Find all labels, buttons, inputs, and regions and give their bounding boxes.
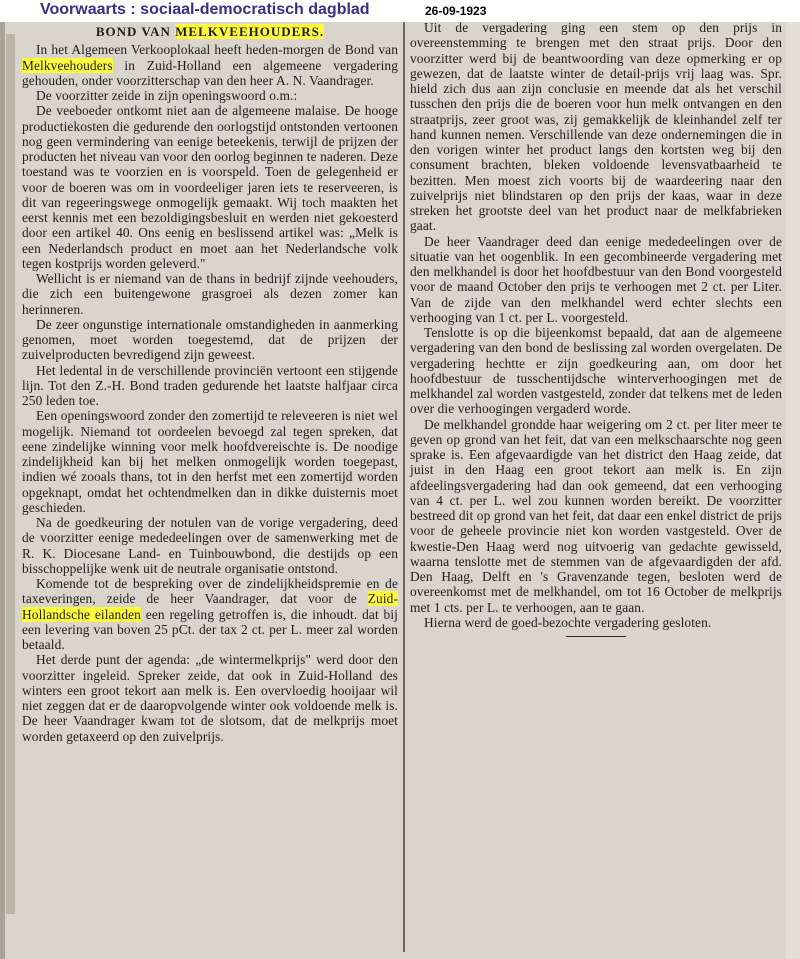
page-header: [0, 0, 800, 22]
paragraph: Uit de vergadering ging een stem op den prijs in overeenstemming te brengen met den straat prijs. Door den voorzitter werd bij de beantwoording van deze opmerking er op gewezen, dat de laatste winter de detail-prijs vrij laag was. Spr. hield zich dus aan zijn conclusie en meende dat als het verschil tusschen den prijs die de boeren voor hun melk ontvangen en den straatprijs, zeer groot was, zij gemakkelijk de kleinhandel zelf ter hand kunnen nemen. Verschillende van deze ondernemingen die in den vorigen winter het product langs den kortsten weg bij den consument brachten, bleken voldoende levensvatbaarheid te bezitten. Men moest zich voorts bij de waardeering naar den zuivelprijs niet blindstaren op den prijs der kaas, waar in deze streken het grootste deel van het product naar de melkfabrieken gaat.: [410, 22, 782, 234]
paragraph: De melkhandel grondde haar weigering om 2 ct. per liter meer te geven op grond van het feit, dat van een melkschaarschte nog geen sprake is. Een afgevaardigde van het district den Haag zeide, dat juist in den Haag een groot tekort aan melk is. En zijn afdeelingsvergadering had dan ook gemeend, dat een verhooging van 4 ct. per L. wel zou kunnen worden bereikt. De voorzitter bestreed dit op grond van het feit, dat daar een enkel district de prijs voor de geheele provincie niet kon worden vastgesteld. Over de kwestie-Den Haag werd nog uitvoerig van gedachte gewisseld, waarna tenslotte met de stemmen van de afgevaardigden der afd. Den Haag, Delft en 's Gravenzande tegen, besloten werd de overeenkomst met de melkhandel, om tot 16 October de melkprijs met 1 cts. per L. te verhoogen, aan te gaan.: [410, 416, 782, 615]
newspaper-title: Voorwaarts : sociaal-democratisch dagblad: [40, 1, 370, 18]
paragraph: De voorzitter zeide in zijn openingswoord o.m.:: [36, 88, 298, 103]
paragraph-intro: [22, 42, 398, 88]
headline-prefix: BOND VAN: [95, 24, 176, 39]
paper-edge-shadow: [0, 22, 5, 959]
article-end-rule: [566, 636, 626, 637]
paragraph: Tenslotte is op die bijeenkomst bepaald, dat aan de algemeene vergadering van den bond de beslissing zal worden overgelaten. De vergadering hechtte er zijn goedkeuring aan, om door het hoofdbestuur de tusschentijdsche winterverhoogingen met de melkhandel zal worden vastgesteld, zonder dat telkens met de leden over die verhoogingen vergaderd worde.: [410, 325, 782, 417]
paper-right-margin: [786, 22, 800, 959]
column-divider: [403, 22, 405, 952]
paragraph-eilanden: [22, 576, 398, 652]
paragraph: Het derde punt der agenda: „de wintermelkprijs" werd door den voorzitter ingeleid. Spreker zeide, dat ook in Zuid-Holland des winters een groot tekort aan melk is. Een overvloedig hooijaar wil niet zeggen dat er de daaropvolgende winter ook voldoende melk is. De heer Vaandrager kwam tot de slotsom, dat de melkprijs moet worden getaxeerd op den zuivelprijs.: [22, 652, 398, 744]
paragraph-text: Komende tot de bespreking over de zindelijkheidspremie en de taxeveringen, zeide de heer Vaandrager, dat voor de: [22, 576, 398, 607]
article-headline: [22, 24, 398, 39]
article-column-right: [410, 22, 782, 637]
paragraph-text: een regeling getroffen is, die inhoudt. dat bij een levering van boven 25 pCt. der tax 2 ct. per L. meer zal worden betaald.: [22, 606, 398, 652]
previous-column-remnant: [6, 34, 15, 914]
highlighted-term: Melkveehouders: [22, 57, 113, 73]
highlighted-term: Zuid-Hollandsche eilanden: [22, 591, 398, 622]
newspaper-clipping: [0, 22, 800, 959]
paragraph: Het ledental in de verschillende provinciën vertoont een stijgende lijn. Tot den Z.-H. Bond traden gedurende het laatste halfjaar circa 250 leden toe.: [22, 362, 398, 408]
paragraph: Wellicht is er niemand van de thans in bedrijf zijnde veehouders, die zich een buitengewone grasgroei als dezen zomer kan herinneren.: [22, 271, 398, 317]
publication-date: 26-09-1923: [425, 4, 487, 18]
paragraph: De veeboeder ontkomt niet aan de algemeene malaise. De hooge productiekosten die gedurende den oorlogstijd ontstonden vertoonen nog geen vermindering van eenige beteekenis, terwijl de prijzen der producten het niveau van voor den oorlog beginnen te naderen. Deze toestand was te voorzien en is voorspeld. Toen de gelegenheid er voor de boeren was om in voordeeliger jaren iets te reserveeren, is dit van regeeringswege onmogelijk gemaakt. Wij toch maakten het eerst kennis met een bezoldigingsbesluit en werden niet gekoesterd door een artikel 40. Ons eenig en beslissend artikel was: „Melk is een Nederlandsch product en moet aan het Nederlandsche volk tegen kostprijs worden geleverd.": [22, 103, 398, 271]
paragraph: De zeer ongunstige internationale omstandigheden in aanmerking genomen, moet worden toegestemd, dat de prijzen der zuivelproducten bevredigend zijn geweest.: [22, 316, 398, 363]
paragraph: De heer Vaandrager deed dan eenige mededeelingen over de situatie van het oogenblik. In een gecombineerde vergadering met den melkhandel is door het hoofdbestuur van den Bond voorgesteld voor de maand October den prijs te verhoogen met 2 ct. per Liter. Van de zijde van den melkhandel werd echter slechts een verhooging van 1 ct. per L. voorgesteld.: [410, 233, 782, 325]
paragraph: Hierna werd de goed-bezochte vergadering gesloten.: [424, 614, 712, 630]
headline-highlighted-term: MELKVEEHOUDERS.: [175, 24, 325, 39]
article-column-left: [22, 24, 398, 744]
paragraph: Een openingswoord zonder den zomertijd te releveeren is niet wel mogelijk. Niemand tot oordeelen bevoegd zal tegen spreken, dat eene zindelijke winning voor melk hoofdvereischte is. De noodige zindelijkheid kan bij het melken onmogelijk worden toegepast, indien wé zooals thans, tot in den herfst met een zomertijd worden opgeknapt, omdat het ochtendmelken dan in dikke duisternis moet geschieden.: [22, 408, 398, 515]
paragraph: Na de goedkeuring der notulen van de vorige vergadering, deed de voorzitter eenige mededeelingen over de samenwerking met de R. K. Diocesane Land- en Tuinbouwbond, die destijds op een bisschoppelijke wenk uit de neutrale organisatie ontstond.: [22, 515, 398, 576]
paragraph-text: In het Algemeen Verkooplokaal heeft heden-morgen de Bond van: [36, 42, 398, 58]
paragraph-text: in Zuid-Holland een algemeene vergadering gehouden, onder voorzitterschap van den heer A. N. Vaandrager.: [22, 57, 398, 88]
